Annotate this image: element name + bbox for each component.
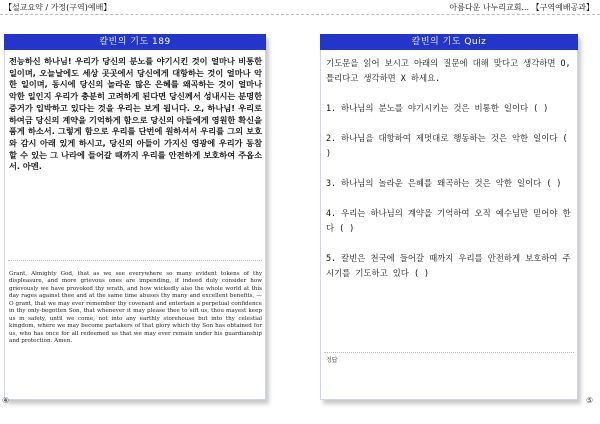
answer-divider <box>324 352 574 353</box>
prayer-divider <box>8 260 262 261</box>
page-number-right: ⑤ <box>586 396 594 405</box>
answer-label: 정답 <box>326 357 338 364</box>
header-divider <box>0 14 600 15</box>
prayer-panel <box>4 34 266 400</box>
quiz-question-4: 4. 우리는 하나님의 계약을 기억하여 오직 예수님만 믿어야 한다 ( ) <box>326 208 571 233</box>
quiz-instructions: 기도문을 읽어 보시고 아래의 질문에 대해 맞다고 생각하면 O, 틀리다고 생각하면 X 하세요. <box>326 58 571 83</box>
quiz-title: 칼빈의 기도 Quiz <box>320 34 578 50</box>
quiz-question-1: 1. 하나님의 분노를 야기시키는 것은 비통한 일이다 ( ) <box>326 103 549 113</box>
header-left-label: 【설교요약 / 가정(구역)예배】 <box>4 3 112 12</box>
quiz-panel <box>320 34 578 400</box>
quiz-question-5: 5. 칼빈은 천국에 들어갈 때까지 우리를 안전하게 보호하여 주시기를 기도하고 있다 ( ) <box>326 253 571 278</box>
quiz-question-2: 2. 하나님을 대항하여 제멋대로 행동하는 것은 악한 일이다 ( ) <box>326 133 568 158</box>
quiz-body <box>326 56 572 296</box>
prayer-text-korean: 전능하신 하나님! 우리가 당신의 분노를 야기시킨 것이 얼마나 비통한 일이며, 오늘날에도 세상 곳곳에서 당신에게 대항하는 것이 얼마나 악한 일이며, 동시에 당신의 놀라운 많은 은혜를 왜곡하는 것이 얼마나 악한 일인지 우리가 충분히 고려하게 된다면 당신께서 성내시는 분명한 증거가 입박하고 있다는 것을 우리는 보게 됩니다. 오, 하나님! 우리로 하여금 당신의 계약을 기억하게 함으로 당신의 아들에게 영원한 확신을 품게 하소서. 그렇게 함으로 우리를 단번에 원하셔서 우리를 그의 보호와 감시 아래 있게 하시고, 당신의 아들이 가지신 영광에 우리가 동참할 수 있는 그 나라에 들어갈 때까지 우리를 안전하게 보호하여 주옵소서. 아멘. <box>9 56 262 172</box>
prayer-title: 칼빈의 기도 189 <box>4 34 266 50</box>
quiz-question-3: 3. 하나님의 놀라운 은혜를 왜곡하는 것은 악한 일이다 ( ) <box>326 178 562 188</box>
header-right-label: 아름다운 나누리교회... 【구역예배공과】 <box>449 3 594 12</box>
prayer-text-english: Grant, Almighty God, that as we see everywhere so many evident tokens of thy displeasure, and more grievous ones are impending, if indeed duly consider how grievously we have provoked thy wrath, and how wickedly also the whole world at this day rages against thee and at the same time abuses thy many and excellent benefits, — O grant, that we may ever remember thy covenant and entertain a perpetual confidence in thy only-begotten Son, that whenever it may please thee to sift us, thou mayest keep us in safety, until we come, not into any earthly storehouse but into thy celestial kingdom, where we may become partakers of that glory which thy Son has obtained for us, who has once for all redeemed us that we may ever remain under his guardianship and protection. Amen. <box>9 271 262 345</box>
page-number-left: ④ <box>2 396 10 405</box>
